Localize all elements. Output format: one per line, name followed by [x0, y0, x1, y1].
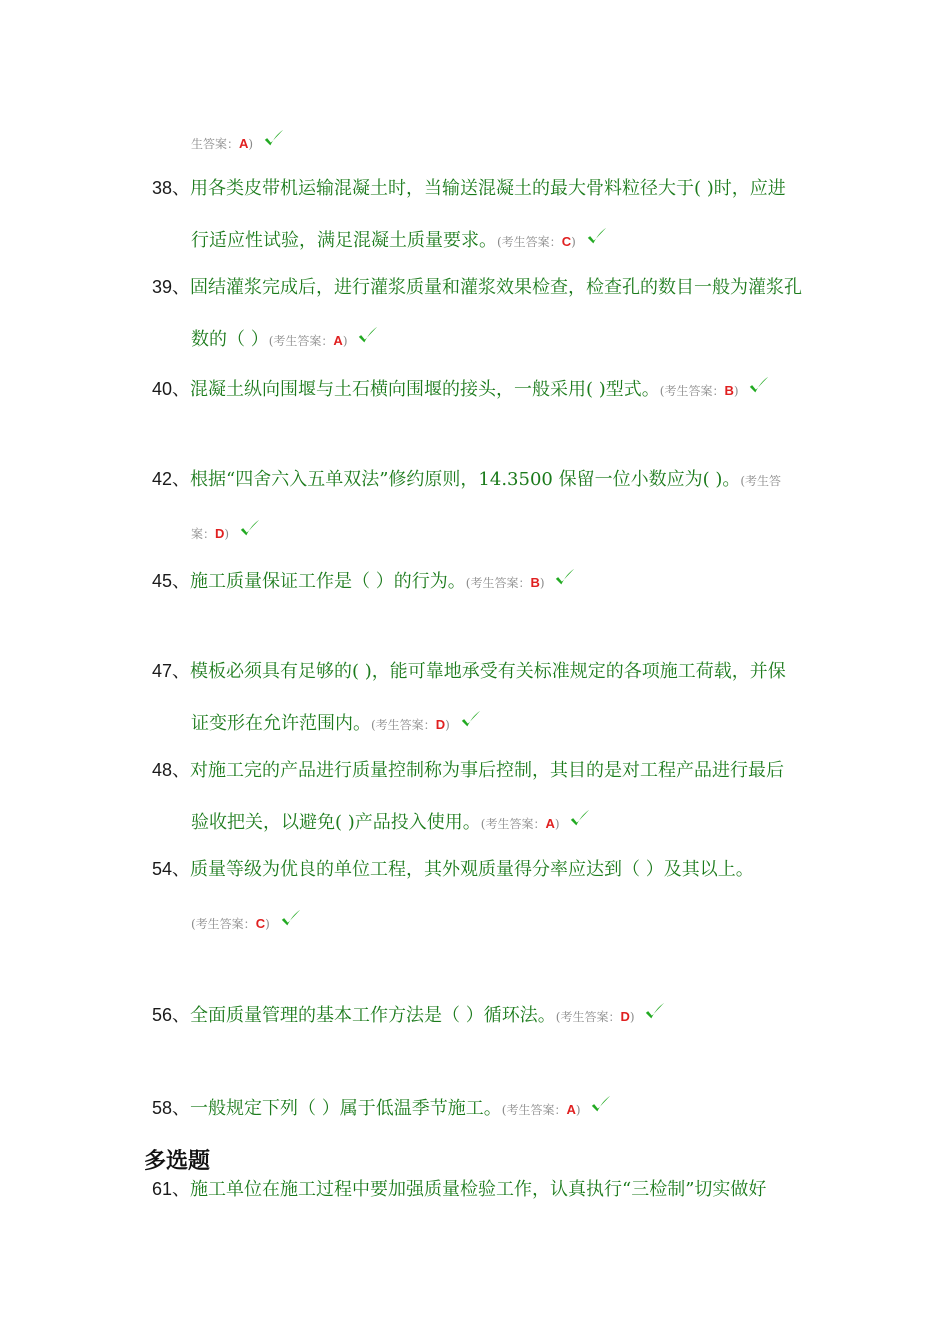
answer-label: (考生答案：B)	[659, 383, 739, 398]
answer-label: (考生答案：A)	[268, 333, 348, 348]
question-48-line2	[191, 808, 591, 836]
question-42	[152, 467, 781, 493]
check-icon	[357, 325, 379, 347]
question-text: 数的（ ）	[191, 329, 269, 350]
question-56	[152, 1001, 666, 1029]
question-text: 一般规定下列（ ）属于低温季节施工。	[190, 1098, 502, 1119]
question-number: 61、	[152, 1179, 191, 1199]
question-text: 混凝土纵向围堰与土石横向围堰的接头，一般采用( )型式。	[190, 379, 660, 400]
question-42-line2	[191, 518, 261, 546]
question-45	[152, 567, 576, 595]
answer-label: 案：D)	[191, 526, 230, 541]
question-number: 47、	[152, 661, 191, 681]
question-text: 全面质量管理的基本工作方法是（ ）循环法。	[190, 1005, 556, 1026]
question-number: 38、	[152, 178, 191, 198]
question-number: 45、	[152, 571, 191, 591]
answer-label: (考生答案：A)	[501, 1102, 581, 1117]
question-39-line2	[191, 325, 379, 353]
question-61	[152, 1177, 766, 1202]
question-47	[152, 659, 786, 684]
check-icon	[590, 1094, 612, 1116]
question-text: 质量等级为优良的单位工程，其外观质量得分率应达到（ ）及其以上。	[190, 859, 754, 880]
question-text: 根据“四舍六入五单双法”修约原则，14.3500 保留一位小数应为( )。	[190, 469, 741, 490]
question-text: 证变形在允许范围内。	[191, 713, 371, 734]
question-38	[152, 176, 786, 201]
question-text: 施工单位在施工过程中要加强质量检验工作，认真执行“三检制”切实做好	[190, 1179, 767, 1200]
question-text: 对施工完的产品进行质量控制称为事后控制，其目的是对工程产品进行最后	[190, 760, 785, 781]
question-text: 行适应性试验，满足混凝土质量要求。	[191, 230, 497, 251]
answer-label: (考生答案：D)	[555, 1009, 635, 1024]
answer-label: (考生答案：C)	[497, 234, 576, 249]
answer-label: (考生答	[740, 474, 782, 488]
answer-label: 生答案：A)	[191, 136, 254, 151]
question-number: 54、	[152, 859, 191, 879]
question-number: 40、	[152, 379, 191, 399]
question-38-line2	[191, 226, 608, 254]
question-number: 42、	[152, 469, 191, 489]
check-icon	[644, 1001, 666, 1023]
question-40	[152, 375, 770, 403]
question-text: 模板必须具有足够的( )，能可靠地承受有关标准规定的各项施工荷载，并保	[190, 661, 786, 682]
question-text: 固结灌浆完成后，进行灌浆质量和灌浆效果检查，检查孔的数目一般为灌浆孔	[190, 277, 803, 298]
question-text: 用各类皮带机运输混凝土时，当输送混凝土的最大骨料粒径大于( )时，应进	[190, 178, 786, 199]
question-58	[152, 1094, 612, 1122]
question-47-line2	[191, 709, 482, 737]
question-number: 56、	[152, 1005, 191, 1025]
question-39	[152, 275, 802, 300]
answer-label: (考生答案：D)	[371, 717, 450, 732]
question-text: 施工质量保证工作是（ ）的行为。	[190, 571, 466, 592]
check-icon	[460, 709, 482, 731]
question-54-line2	[191, 908, 302, 936]
section-title: 多选题	[144, 1149, 211, 1174]
check-icon	[748, 375, 770, 397]
check-icon	[263, 128, 285, 150]
question-54	[152, 857, 754, 882]
question-number: 48、	[152, 760, 191, 780]
check-icon	[280, 908, 302, 930]
answer-label: (考生答案：C)	[191, 916, 270, 931]
answer-line	[191, 128, 285, 156]
question-48	[152, 758, 784, 783]
question-number: 39、	[152, 277, 191, 297]
question-number: 58、	[152, 1098, 191, 1118]
question-text: 验收把关，以避免( )产品投入使用。	[191, 812, 481, 833]
answer-label: (考生答案：B)	[465, 575, 545, 590]
check-icon	[554, 567, 576, 589]
answer-label: (考生答案：A)	[480, 816, 560, 831]
check-icon	[239, 518, 261, 540]
check-icon	[569, 808, 591, 830]
check-icon	[586, 226, 608, 248]
